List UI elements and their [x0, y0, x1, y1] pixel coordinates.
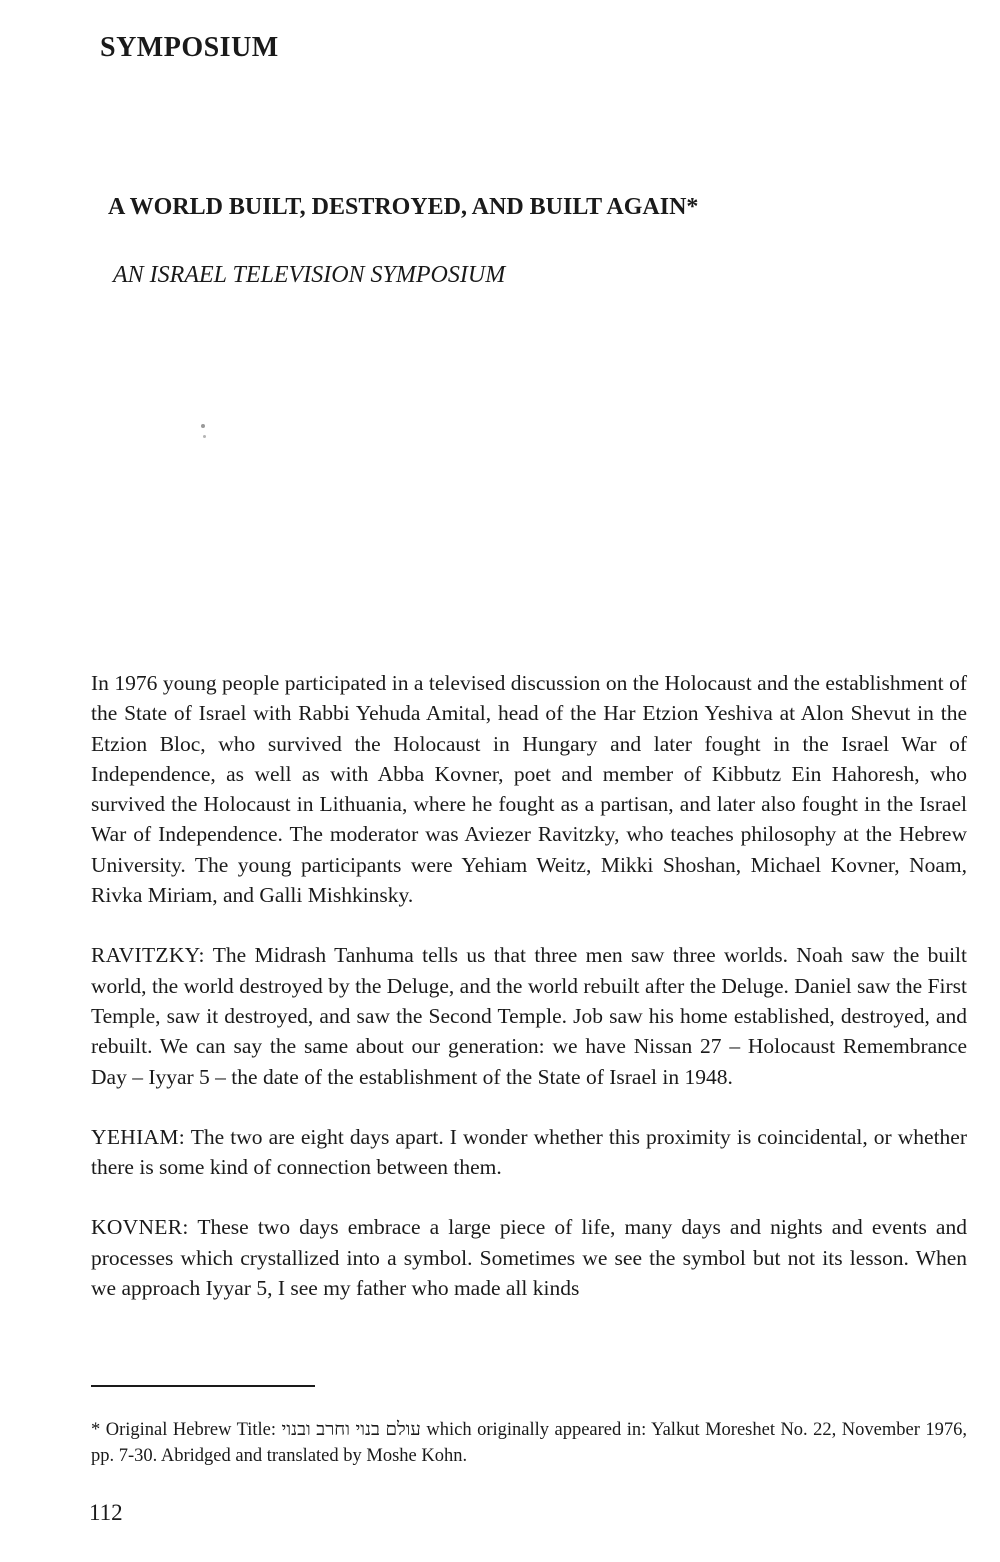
footnote-divider: [91, 1385, 315, 1387]
print-speck: [203, 435, 206, 438]
speech-text: The Midrash Tanhuma tells us that three men saw three worlds. Noah saw the built world, the world destroyed by the Deluge, and the world rebuilt after the Deluge. Daniel saw the First Temple, saw it destroyed, and saw the Second Temple. Job saw his home established, destroyed, and rebuilt. We can say the same about our generation: we have Nissan 27 – Holocaust Remembrance Day – Iyyar 5 – the date of the establishment of the State of Israel in 1948.: [91, 943, 967, 1089]
section-heading: SYMPOSIUM: [100, 32, 279, 63]
print-speck: [201, 424, 205, 428]
speaker-name: YEHIAM:: [91, 1124, 186, 1149]
page-number: 112: [89, 1500, 123, 1525]
article-subtitle: AN ISRAEL TELEVISION SYMPOSIUM: [113, 262, 506, 288]
speaker-name: KOVNER:: [91, 1215, 189, 1240]
article-body: [91, 668, 967, 1333]
intro-paragraph: In 1976 young people participated in a televised discussion on the Holocaust and the establishment of the State of Israel with Rabbi Yehuda Amital, head of the Har Etzion Yeshiva at Alon Shevut in the Etzion Bloc, who survived the Holocaust in Hungary and later fought in the Israel War of Independence, as well as with Abba Kovner, poet and member of Kibbutz Ein Hahoresh, who survived the Holocaust in Lithuania, where he fought as a partisan, and later also fought in the Israel War of Independence. The moderator was Aviezer Ravitzky, who teaches philosophy at the Hebrew University. The young participants were Yehiam Weitz, Mikki Shoshan, Michael Kovner, Noam, Rivka Miriam, and Galli Mishkinsky.: [91, 671, 967, 908]
dialogue-paragraph: [91, 1212, 967, 1303]
speech-text: These two days embrace a large piece of life, many days and nights and events and processes which crystallized into a symbol. Sometimes we see the symbol but not its lesson. When we approach Iyyar 5, I see my father who made all kinds: [91, 1215, 967, 1301]
footnote: * Original Hebrew Title: עולם בנוי וחרב ובנוי which originally appeared in: Yalkut Moreshet No. 22, November 1976, pp. 7-30. Abridged and translated by Moshe Kohn.: [91, 1420, 968, 1466]
dialogue-paragraph: [91, 940, 967, 1091]
speaker-name: RAVITZKY:: [91, 943, 205, 968]
article-title: A WORLD BUILT, DESTROYED, AND BUILT AGAIN*: [108, 194, 699, 220]
dialogue-paragraph: [91, 1122, 967, 1183]
speech-text: The two are eight days apart. I wonder whether this proximity is coincidental, or whether there is some kind of connection between them.: [91, 1124, 967, 1180]
